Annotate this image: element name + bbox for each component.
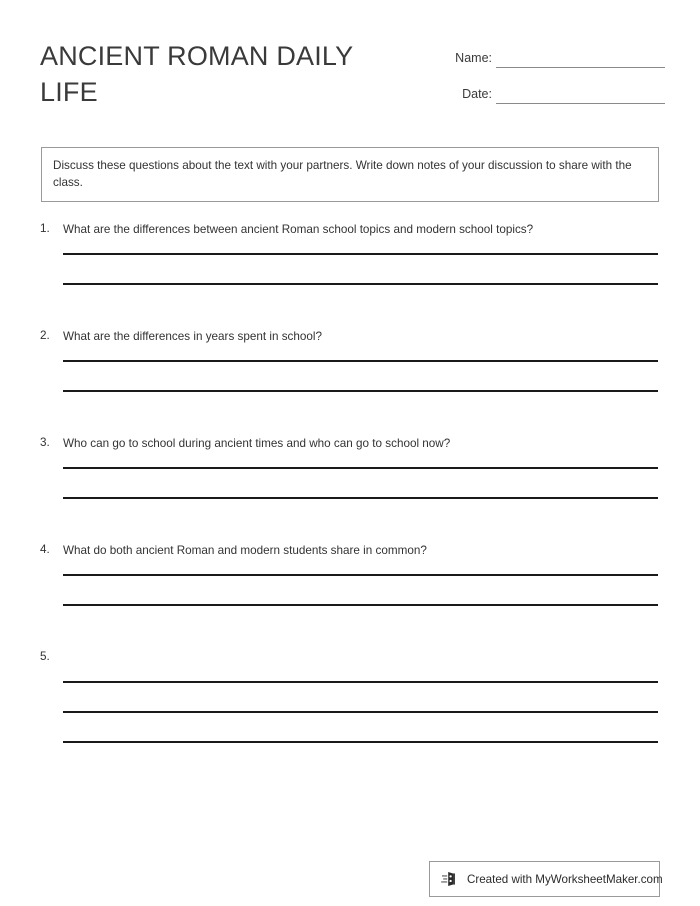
question-number: 4. [40,543,50,556]
question-text: Who can go to school during ancient times and who can go to school now? [63,437,451,450]
answer-line[interactable] [63,497,658,499]
question-heading [0,436,700,458]
question-block [0,650,700,743]
question-number: 5. [40,650,50,663]
answer-lines-group [0,681,700,743]
name-field-row [430,40,665,68]
question-block [0,329,700,392]
question-text: What are the differences between ancient Roman school topics and modern school topics? [63,223,534,236]
question-block [0,222,700,285]
question-text: What are the differences in years spent in school? [63,330,323,343]
page-title: ANCIENT ROMAN DAILY LIFE [40,41,361,107]
instructions-box [41,147,659,202]
worksheet-maker-badge[interactable] [429,861,663,897]
question-heading [0,222,700,244]
answer-line[interactable] [63,360,658,362]
answer-lines-group [0,360,700,392]
name-date-fields [430,40,665,112]
instructions-text: Discuss these questions about the text with your partners. Write down notes of your discussion to share with the class. [53,159,632,189]
badge-text: Created with MyWorksheetMaker.com [467,872,663,886]
question-block [0,436,700,499]
answer-lines-group [0,467,700,499]
date-input-line[interactable] [496,86,665,104]
question-heading [0,329,700,351]
answer-line[interactable] [63,574,658,576]
date-label: Date: [462,87,492,101]
question-number: 2. [40,329,50,342]
answer-lines-group [0,253,700,285]
answer-line[interactable] [63,253,658,255]
date-field-row [430,76,665,104]
name-input-line[interactable] [496,50,665,68]
answer-line[interactable] [63,741,658,743]
question-text: What do both ancient Roman and modern students share in common? [63,544,427,557]
question-heading [0,543,700,565]
page-header [0,0,700,125]
answer-line[interactable] [63,467,658,469]
worksheet-maker-logo-icon [440,869,460,889]
answer-line[interactable] [63,711,658,713]
answer-line[interactable] [63,604,658,606]
answer-lines-group [0,574,700,606]
question-block [0,543,700,606]
question-number: 1. [40,222,50,235]
name-label: Name: [455,51,492,65]
question-number: 3. [40,436,50,449]
answer-line[interactable] [63,283,658,285]
answer-line[interactable] [63,390,658,392]
questions-list [0,222,700,743]
question-heading [0,650,700,672]
answer-line[interactable] [63,681,658,683]
